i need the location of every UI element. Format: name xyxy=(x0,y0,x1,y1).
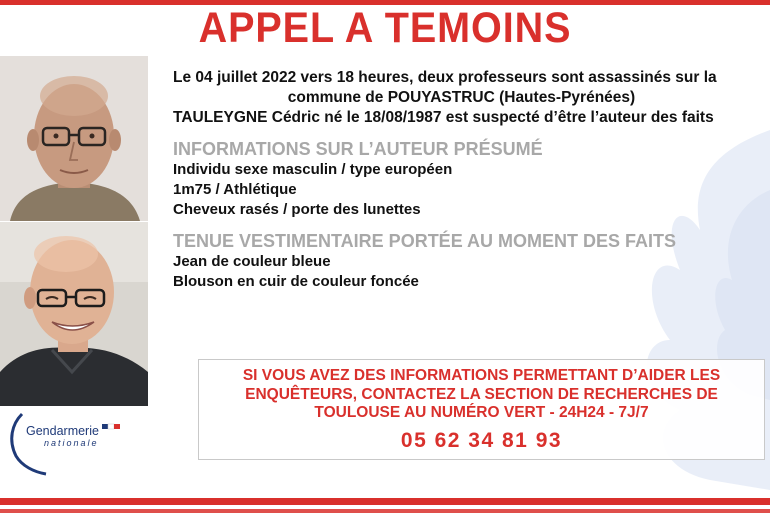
contact-line-2: ENQUÊTEURS, CONTACTEZ LA SECTION DE RECHERCHES DE xyxy=(245,385,718,403)
fact-line-3: TAULEYGNE Cédric né le 18/08/1987 est suspecté d’être l’auteur des faits xyxy=(173,109,714,126)
clothing-item: Jean de couleur bleue xyxy=(173,253,331,270)
phone-number[interactable]: 05 62 34 81 93 xyxy=(400,428,563,452)
suspect-info-item: Cheveux rasés / porte des lunettes xyxy=(173,201,421,218)
bottom-red-line xyxy=(0,509,770,513)
fact-line-2: commune de POUYASTRUC (Hautes-Pyrénées) xyxy=(287,89,636,106)
suspect-info-heading: INFORMATIONS SUR L’AUTEUR PRÉSUMÉ xyxy=(173,139,543,159)
facts-section xyxy=(173,68,770,292)
logo-subtitle: nationale xyxy=(44,438,99,448)
fact-line-1: Le 04 juillet 2022 vers 18 heures, deux professeurs sont assassinés sur la xyxy=(173,69,717,86)
logo-name: Gendarmerie xyxy=(26,424,99,438)
contact-box xyxy=(198,359,765,460)
contact-line-3: TOULOUSE AU NUMÉRO VERT - 24H24 - 7J/7 xyxy=(314,404,649,421)
suspect-info-item: Individu sexe masculin / type européen xyxy=(173,161,453,178)
suspect-photo-smiling xyxy=(0,222,148,406)
contact-line-1: SI VOUS AVEZ DES INFORMATIONS PERMETTANT D’AIDER LES xyxy=(242,367,721,384)
bottom-red-bar xyxy=(0,498,770,505)
suspect-photo-front xyxy=(0,56,148,221)
suspect-info-item: 1m75 / Athlétique xyxy=(173,181,297,198)
clothing-heading: TENUE VESTIMENTAIRE PORTÉE AU MOMENT DES FAITS xyxy=(173,231,677,251)
page-title: APPEL A TEMOINS xyxy=(198,4,572,52)
clothing-item: Blouson en cuir de couleur foncée xyxy=(173,273,419,290)
